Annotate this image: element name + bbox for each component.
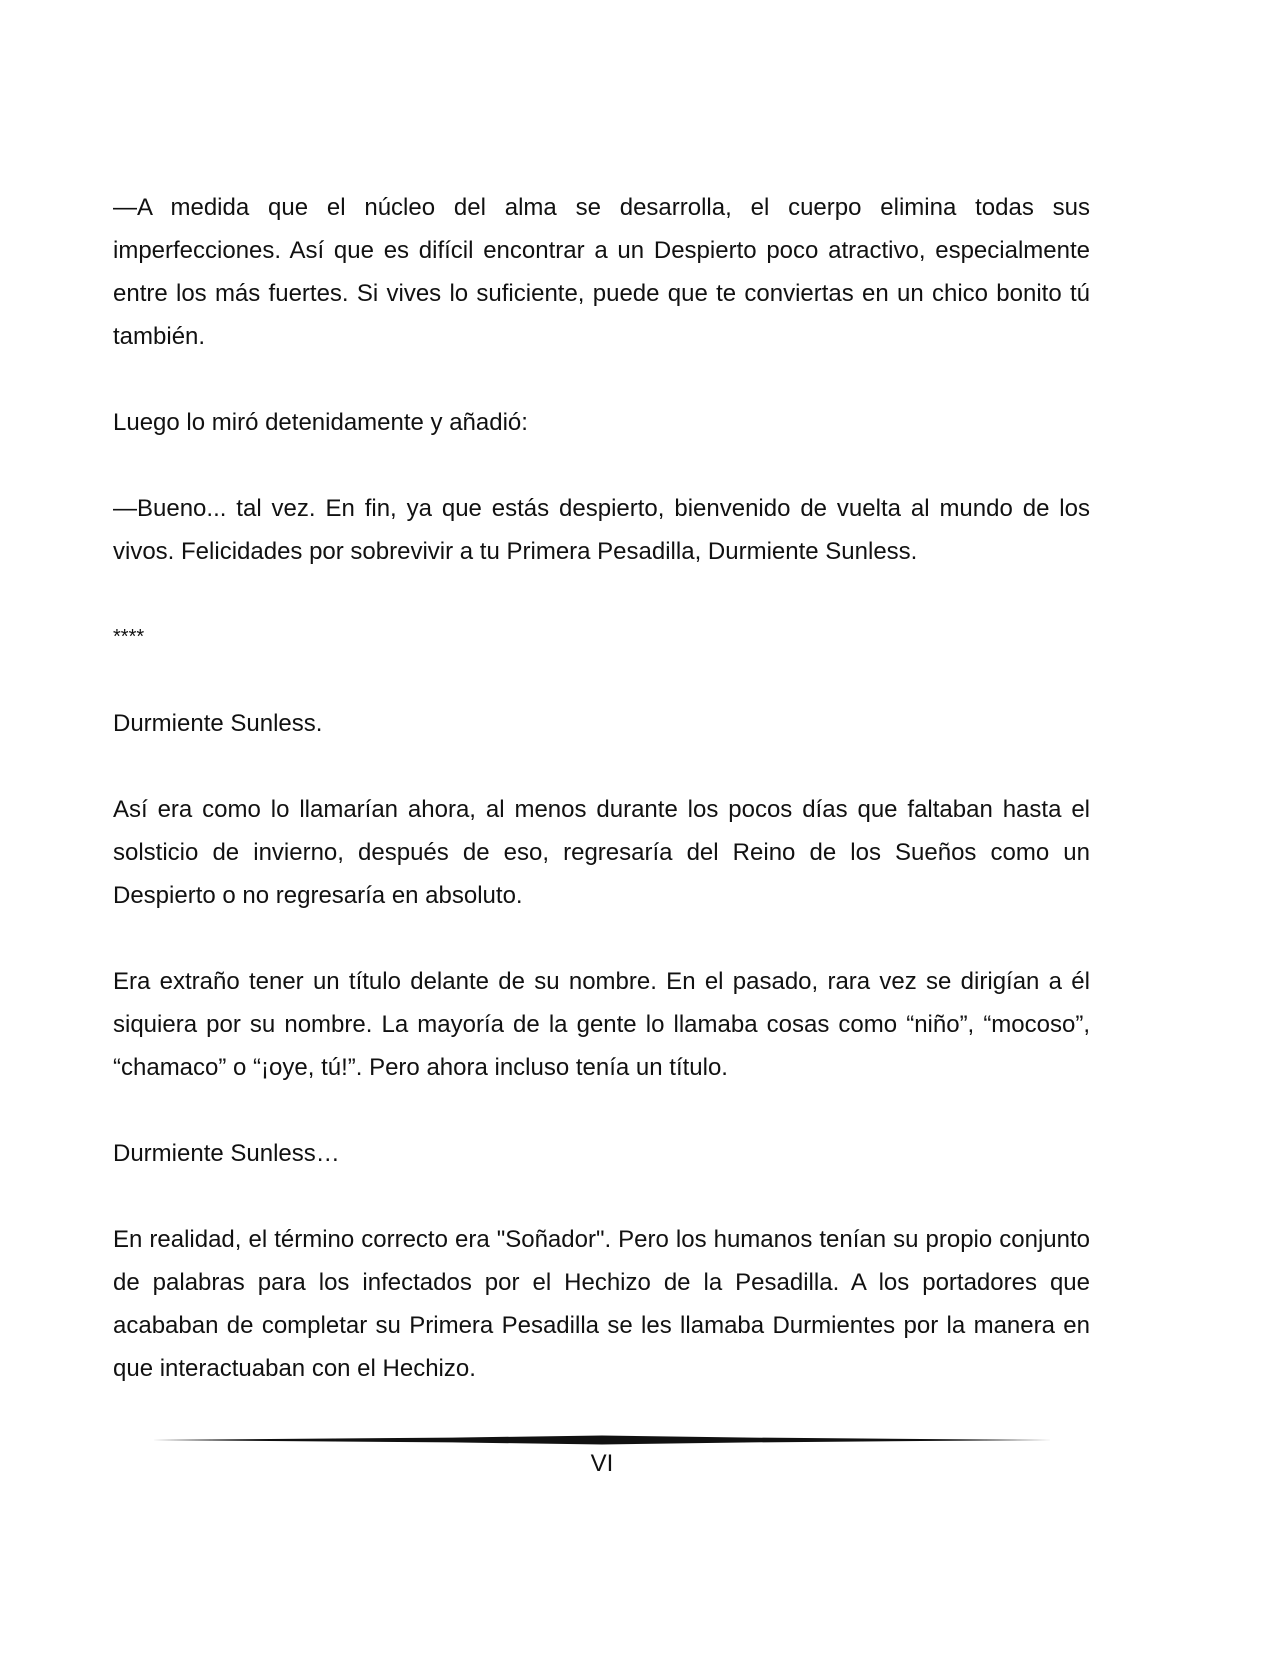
page-number: VI	[590, 1450, 614, 1477]
paragraph-2: Luego lo miró detenidamente y añadió:	[113, 409, 528, 436]
paragraph-1: —A medida que el núcleo del alma se desarrolla, el cuerpo elimina todas sus imperfecciones. Así que es difícil encontrar a un Despierto poco atractivo, especialmente entre los más fuertes. Si vives lo suficiente, puede que te conviertas en un chico bonito tú también.	[113, 194, 1090, 350]
paragraph-7: Durmiente Sunless…	[113, 1140, 340, 1167]
paragraph-6: Era extraño tener un título delante de su nombre. En el pasado, rara vez se dirigían a él siquiera por su nombre. La mayoría de la gente lo llamaba cosas como “niño”, “mocoso”, “chamaco” o “¡oye, tú!”. Pero ahora incluso tenía un título.	[113, 968, 1090, 1081]
paragraph-8: En realidad, el término correcto era "Soñador". Pero los humanos tenían su propio conjunto de palabras para los infectados por el Hechizo de la Pesadilla. A los portadores que acababan de completar su Primera Pesadilla se les llamaba Durmientes por la manera en que interactuaban con el Hechizo.	[113, 1226, 1090, 1382]
paragraph-3: —Bueno... tal vez. En fin, ya que estás despierto, bienvenido de vuelta al mundo de los vivos. Felicidades por sobrevivir a tu Primera Pesadilla, Durmiente Sunless.	[113, 495, 1090, 565]
scene-separator: ****	[113, 626, 145, 648]
paragraph-5: Así era como lo llamarían ahora, al menos durante los pocos días que faltaban hasta el solsticio de invierno, después de eso, regresaría del Reino de los Sueños como un Despierto o no regresaría en absoluto.	[113, 796, 1090, 909]
paragraph-4: Durmiente Sunless.	[113, 710, 323, 737]
page-body	[113, 186, 1090, 1390]
footer-divider	[152, 1434, 1052, 1446]
